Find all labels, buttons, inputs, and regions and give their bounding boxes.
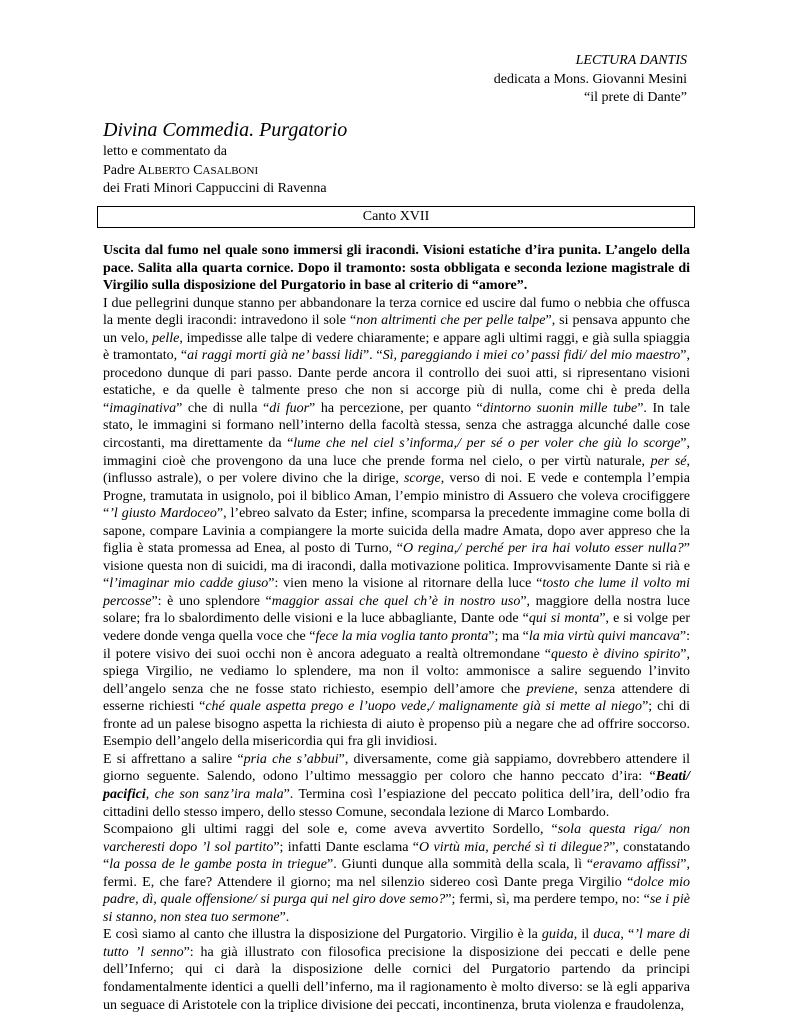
dedication-recipient: dedicata a Mons. Giovanni Mesini bbox=[493, 71, 687, 87]
paragraph-text: ”; ma “ bbox=[488, 629, 529, 645]
quotation-italic: la possa de le gambe posta in triegue bbox=[109, 857, 327, 873]
quotation-italic: dintorno suonin mille tube bbox=[482, 400, 638, 416]
paragraph-text: ”; chi di fronte ad un palese bisogno aspetta la richiesta di aiuto è propenso più a negare che ad offrire soccorso. Esempio dell’angelo della misericordia qui fra gli invidiosi. bbox=[103, 699, 690, 750]
paragraph-text: ” ha percezione, per quanto “ bbox=[309, 400, 483, 416]
paragraph-text: ”; infatti Dante esclama “ bbox=[273, 839, 420, 855]
dedication-title: LECTURA DANTIS bbox=[575, 53, 687, 68]
quotation-italic: qui si monta bbox=[528, 611, 600, 627]
canto-heading: Canto XVII bbox=[97, 206, 695, 228]
author-first-initial: A bbox=[137, 162, 148, 178]
quotation-italic: lume che nel ciel s’informa,/ per sé o per voler che giù lo scorge bbox=[293, 436, 681, 452]
author-prefix: Padre bbox=[103, 162, 138, 178]
paragraph-text: ”, e si volge per vedere donde venga quella voce che “ bbox=[103, 611, 690, 645]
paragraph-text: ”, immagini cioè che provengono da una luce che prende forma nel cielo, o per virtù naturale, bbox=[103, 436, 690, 469]
paragraph-text: ”, constatando “ bbox=[103, 839, 690, 873]
quotation-italic: guida bbox=[541, 927, 574, 943]
work-order: dei Frati Minori Cappuccini di Ravenna bbox=[103, 181, 327, 196]
quotation-italic: pelle bbox=[152, 330, 180, 346]
dedication-block bbox=[494, 52, 687, 108]
quotation-italic: imaginativa bbox=[109, 400, 177, 416]
commentary-paragraph bbox=[103, 751, 690, 821]
paragraph-text: ”. Termina così l’espiazione del peccato politica dell’ira, dell’odio fra cittadini dello stesso impero, dello stesso Comune, secondala lezione di Marco Lombardo. bbox=[103, 786, 690, 820]
quotation-italic: che son sanz’ira mala bbox=[154, 786, 284, 802]
paragraph-text: ”, maggiore della nostra luce solare; fra lo sbalordimento delle visioni e la luce abbagliante, Dante ode “ bbox=[103, 593, 690, 627]
paragraph-text: ” visione questa non di suicidi, ma di iracondi, dalla motivazione politica. Improvvisamente Dante si rià e “ bbox=[103, 541, 691, 592]
paragraph-text: ”, diversamente, come già sappiamo, dovrebbero attendere il giorno seguente. Salendo, odono l’ultimo messaggio per coloro che hanno peccato d’ira: “ bbox=[103, 751, 690, 785]
commentary-body bbox=[103, 242, 690, 1014]
paragraph-text: ”. “ bbox=[362, 348, 383, 364]
quotation-italic: l’imaginar mio cadde giuso bbox=[109, 576, 269, 592]
paragraph-text: ”. bbox=[279, 909, 290, 925]
paragraph-text: ”: il potere visivo dei suoi occhi non è ancora adeguato a realtà oltremondane “ bbox=[103, 629, 690, 662]
quotation-italic: se i piè si stanno, non stea tuo sermone bbox=[103, 892, 690, 925]
quotation-italic: previene bbox=[526, 681, 575, 697]
quotation-italic: ché quale aspetta prego e l’uopo vede,/ malignamente già si mette al niego bbox=[205, 699, 643, 715]
work-title: Divina Commedia. Purgatorio bbox=[103, 119, 348, 141]
paragraph-text: ”, fermi. E, che fare? Attendere il giorno; ma nel silenzio sidereo così Dante prega Virgilio “ bbox=[103, 857, 690, 890]
paragraph-text: ”: vien meno la visione al ritornare della luce “ bbox=[268, 576, 543, 592]
paragraph-text: ”. In tale stato, le immagini si formano nell’interno della facoltà stessa, senza che astragga alcunché dalle cose circostanti, ma direttamente da “ bbox=[103, 400, 690, 452]
work-subtitle: letto e commentato da bbox=[103, 144, 228, 159]
paragraph-text: , senza attendere di esserne richiesti “ bbox=[103, 681, 691, 715]
quotation-italic: scorge bbox=[403, 471, 441, 487]
quotation-italic: tosto che lume il volto mi percosse bbox=[103, 576, 691, 609]
commentary-paragraph bbox=[103, 295, 690, 751]
quotation-italic: sola questa riga/ non varcheresti dopo ’l sol partito bbox=[103, 822, 690, 855]
work-author bbox=[103, 162, 347, 181]
work-header bbox=[103, 118, 347, 199]
quotation-bold-italic: Beati/ pacifici bbox=[103, 769, 690, 802]
commentary-paragraph bbox=[103, 821, 690, 926]
quotation-italic: la mia virtù quivi mancava bbox=[528, 629, 680, 645]
paragraph-text: ”: ha già illustrato con filosofica precisione la disposizione dei peccati e delle pene dell’Inferno; qui ci darà la disposizione delle cornici del Purgatorio partendo da principi fondamentalmente identici a quelli dell’inferno, ma il ragionamento è molto diverso: se là egli appariva un seguace di Aristotele con la triplice divisione dei peccati, incontinenza, bruta violenza e fraudolenza, bbox=[103, 944, 690, 1013]
quotation-italic: dolce mio padre, dì, quale offensione/ si purga qui nel giro dove semo? bbox=[103, 874, 690, 908]
quotation-italic: fece la mia voglia tanto pronta bbox=[315, 629, 489, 645]
paragraph-text: ”, spiega Virgilio, ne vediamo lo splendere, ma non il volto: ammonisce a salire seguendo l’invito dell’angelo senza che ne fosse stato richiesto, esempio dell’amore che bbox=[103, 646, 690, 697]
quotation-italic: maggior assai che quel ch’è in nostro uso bbox=[271, 593, 521, 609]
quotation-italic: eravamo affissi bbox=[593, 857, 681, 873]
quotation-italic: per sé bbox=[650, 453, 687, 469]
paragraph-text: , il bbox=[573, 927, 594, 943]
paragraph-text: , verso di noi. E vede e contempla l’empia Progne, tramutata in usignolo, poi il biblico Aman, l’empio ministro di Assuero che voleva crocifiggere “ bbox=[103, 471, 690, 522]
quotation-italic: non altrimenti che per pelle talpe bbox=[356, 313, 546, 329]
paragraph-text: E così siamo al canto che illustra la disposizione del Purgatorio. Virgilio è la bbox=[103, 927, 542, 943]
quotation-italic: duca bbox=[593, 927, 621, 943]
paragraph-text: ”. Giunti dunque alla sommità della scala, lì “ bbox=[326, 857, 594, 873]
paragraph-text: , “ bbox=[620, 927, 635, 943]
quotation-italic: ’l giusto Mardoceo bbox=[109, 506, 217, 522]
author-first-rest: LBERTO bbox=[147, 164, 190, 177]
quotation-italic: O regina,/ perché per ira hai voluto esser nulla? bbox=[403, 541, 684, 557]
paragraph-text: I due pellegrini dunque stanno per abbandonare la terza cornice ed uscire dal fumo o nebbia che offusca la mente degli iracondi: intravedono il sole “ bbox=[103, 295, 690, 329]
paragraph-text: , (influsso astrale), o per volere divino che la dirige, bbox=[103, 453, 691, 487]
paragraph-text: ”, l’ebreo salvato da Ester; infine, scomparsa la precedente immagine come bolla di sapone, compare Lavinia a compiangere la morte suicida della madre Amata, dopo aver appreso che la figlia è stata promessa ad Enea, al posto di Turno, “ bbox=[103, 506, 690, 557]
dedication-nickname: “il prete di Dante” bbox=[583, 90, 687, 105]
commentary-paragraph bbox=[103, 926, 690, 1014]
author-last-initial: C bbox=[193, 162, 203, 178]
paragraph-text: , bbox=[145, 786, 155, 802]
quotation-italic: questo è divino spirito bbox=[551, 646, 681, 662]
quotation-italic: ’l mare di tutto ’l senno bbox=[103, 927, 690, 960]
quotation-italic: di fuor bbox=[269, 400, 310, 416]
commentary-paragraphs bbox=[103, 295, 690, 1014]
paragraph-text: ”, si pensava appunto che un velo, bbox=[103, 313, 690, 346]
paragraph-text: ” che di nulla “ bbox=[176, 400, 270, 416]
paragraph-text: ”: è uno splendore “ bbox=[151, 593, 272, 609]
canto-summary: Uscita dal fumo nel quale sono immersi gli iracondi. Visioni estatiche d’ira punita. L’angelo della pace. Salita alla quarta cornice. Dopo il tramonto: sosta obbligata e seconda lezione magistrale di Virgilio sulla disposizione del Purgatorio in base al criterio di “amore”. bbox=[103, 243, 690, 294]
paragraph-text: Scompaiono gli ultimi raggi del sole e, come aveva avvertito Sordello, “ bbox=[103, 822, 558, 838]
quotation-italic: pria che s’abbui bbox=[243, 751, 339, 767]
paragraph-text: , impedisse alle talpe di vedere chiaramente; e appare agli ultimi raggi, e già sulla spiaggia è tramontato, “ bbox=[103, 330, 690, 364]
paragraph-text: ”, procedono dunque di pari passo. Dante perde ancora il controllo dei suoi atti, si ripresentano visioni estatiche, e da quelle è talmente preso che non si accorge più di nulla, come chi è preda della “ bbox=[103, 348, 691, 416]
quotation-italic: ai raggi morti già ne’ bassi lidi bbox=[187, 348, 363, 364]
quotation-italic: Sì, pareggiando i miei co’ passi fidi/ del mio maestro bbox=[382, 348, 681, 364]
quotation-italic: O virtù mia, perché sì ti dilegue? bbox=[419, 839, 610, 855]
paragraph-text: ”; fermi, sì, ma perdere tempo, no: “ bbox=[445, 892, 650, 908]
paragraph-text: E si affrettano a salire “ bbox=[103, 751, 244, 767]
author-last-rest: ASALBONI bbox=[202, 164, 259, 177]
